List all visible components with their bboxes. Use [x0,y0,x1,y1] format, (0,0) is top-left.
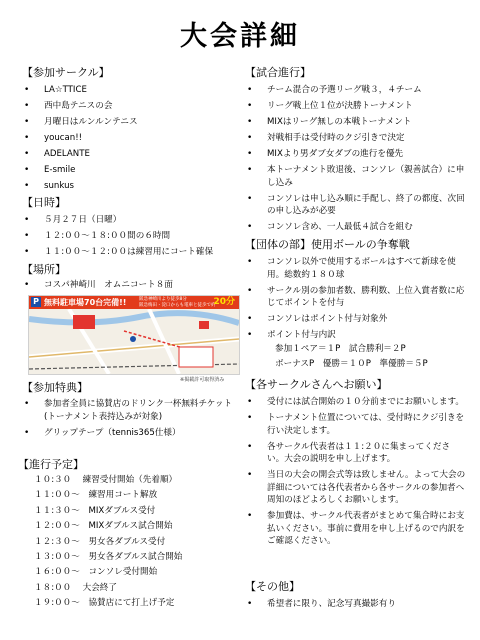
list-item: • sunkus [22,180,240,193]
map-note: 阪急神崎川より徒歩8分 [139,297,187,302]
points-detail: 参加１ペア＝１P 試合勝利＝２P [275,344,406,354]
list-item: • youcan!! [22,132,240,145]
schedule-item: １３:００～ 男女各ダブルス試合開始 [34,551,183,562]
list-item: • リーグ戦上位１位が決勝トーナメント [245,100,467,113]
map-drawing [29,309,239,374]
perks-list [22,398,240,443]
list-item: • コンソレは申し込み順に手配し、終了の都度、次回の申し込みが必要 [245,193,467,218]
place-list [22,279,240,295]
access-map [28,295,240,375]
circles-list [22,84,240,196]
points-detail: ボーナスP 優勝＝１０P 準優勝＝５P [275,359,428,369]
schedule-list [22,474,240,613]
schedule-item: １１:３０～ MIXダブルス受付 [34,505,156,516]
perks-heading: 【参加特典】 [22,381,88,394]
list-item: • コンソレ以外で使用するボールはすべて新球を使用。総数約１８０球 [245,256,467,281]
page-title: 大会詳細 [180,21,300,52]
other-heading: 【その他】 [245,580,300,593]
list-item: • １１:００～１２:００は練習用にコート確保 [22,246,240,259]
map-credit: ※掲載許可取得済み [180,377,225,383]
list-item: • 当日の大会の開会式等は致しません。よって大会の詳細については各代表者から各サークルの参加者へ周知のほどよろしくお願いします。 [245,469,467,507]
list-item: • コスパ神崎川 オムニコート８面 [22,279,240,292]
list-item: • 各サークル代表者は１１:２０に集まってください。大会の説明を申し上げます。 [245,441,467,466]
list-item: • ポイント付与内訳 [245,329,467,342]
requests-list [245,396,467,551]
list-item: • E-smile [22,164,240,177]
schedule-item: １２:３０～ 男女各ダブルス受付 [34,536,166,547]
schedule-item: １９:００～ 協賛店にて打上げ予定 [34,598,175,609]
map-banner [29,296,239,309]
list-item: • コンソレ含め、一人最低４試合を組む [245,221,467,234]
schedule-item: １６:００～ コンソレ受付開始 [34,567,158,578]
list-item: • 参加者全員に協賛店のドリンク一杯無料チケット(トーナメント表持込みが対象) [22,398,240,423]
list-item: • 西中島テニスの会 [22,100,240,113]
date-list [22,214,240,262]
date-heading: 【日時】 [22,196,66,209]
list-item: • 月曜日はルンルンテニス [22,116,240,129]
schedule-item: １０:３０ 練習受付開始（先着順） [34,475,178,485]
map-banner-text: 無料駐車場70台完備!! [44,298,127,307]
place-heading: 【場所】 [22,263,66,276]
list-item: • ADELANTE [22,148,240,161]
list-item: • トーナメント位置については、受付時にクジ引きを行い決定します。 [245,412,467,437]
list-item: • グリップテープ（tennis365仕様） [22,427,240,440]
list-item: • チーム混合の予選リーグ戦３，４チーム [245,84,467,97]
list-item: • ５月２７日（日曜） [22,214,240,227]
ball-heading: 【団体の部】使用ボールの争奪戦 [245,238,410,251]
progress-list [245,84,467,237]
map-note: 阪急梅田・淀口からも電車と徒歩で約 [139,302,216,308]
list-item: • サークル別の参加者数、勝利数、上位入賞者数に応じてポイントを付与 [245,285,467,310]
ball-list [245,256,467,345]
schedule-item: １２:００～ MIXダブルス試合開始 [34,521,173,532]
circles-heading: 【参加サークル】 [22,66,110,79]
list-item: • １２:００～１８:００間の６時間 [22,230,240,243]
list-item: • 参加費は、サークル代表者がまとめて集合時にお支払いください。事前に費用を申し上げるので内訳をご確認ください。 [245,510,467,548]
list-item: • 本トーナメント敗退後、コンソレ（親善試合）に申し込み [245,164,467,189]
other-list [245,598,467,614]
list-item: • 受付には試合開始の１０分前までにお願いします。 [245,396,467,409]
map-minutes: 20分 [213,297,235,307]
schedule-item: １１:００～ 練習用コート解放 [34,490,158,501]
list-item: • 希望者に限り、記念写真撮影有り [245,598,467,611]
list-item: • LA☆TTICE [22,84,240,97]
schedule-item: １８:００ 大会終了 [34,582,117,593]
requests-heading: 【各サークルさんへお願い】 [245,378,388,391]
list-item: • MIXより男ダブ女ダブの進行を優先 [245,148,467,161]
parking-icon: P [31,297,41,307]
progress-heading: 【試合進行】 [245,66,311,79]
list-item: • MIXはリーグ無しの本戦トーナメント [245,116,467,129]
schedule-heading: 【進行予定】 [18,458,84,471]
list-item: • コンソレはポイント付与対象外 [245,313,467,326]
list-item: • 対戦相手は受付時のクジ引きで決定 [245,132,467,145]
